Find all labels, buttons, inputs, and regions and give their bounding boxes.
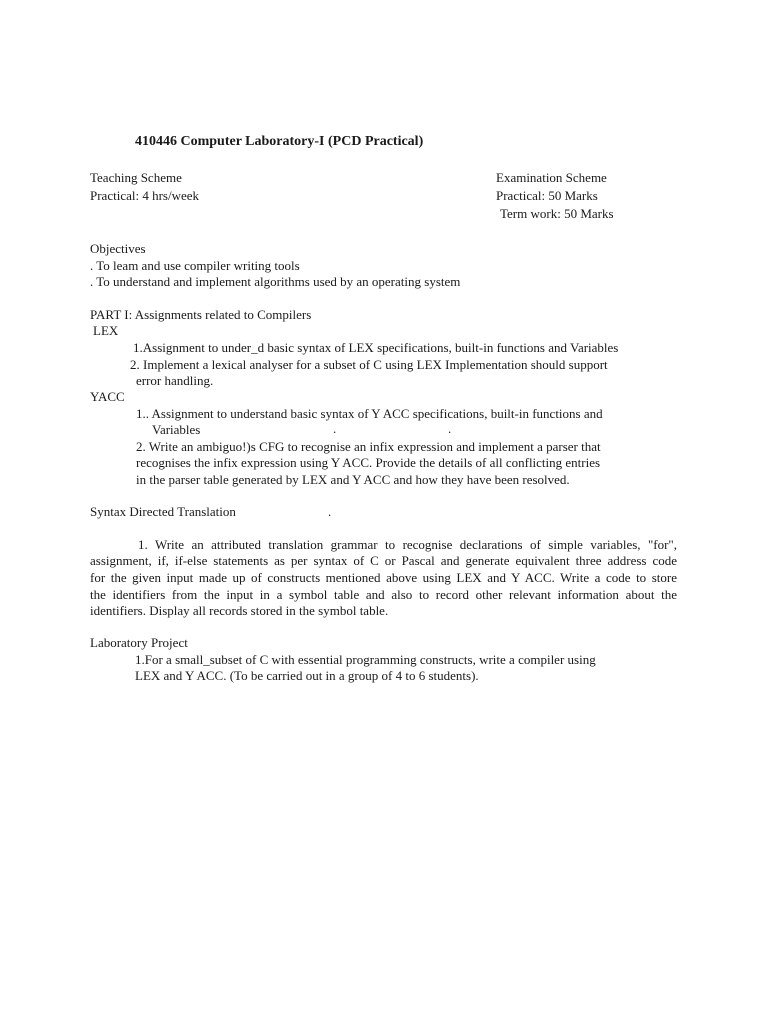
examination-scheme-term-work: Term work: 50 Marks xyxy=(500,206,614,221)
yacc-item-1-cont: Variables xyxy=(152,422,201,437)
sdt-paragraph-line: for the given input made up of constructs mentioned above using LEX and Y ACC. Write a code to store xyxy=(90,570,677,585)
lex-item-2: 2. Implement a lexical analyser for a subset of C using LEX Implementation should support xyxy=(130,357,608,372)
sdt-paragraph-line: assignment, if, if-else statements as per syntax of C or Pascal and generate equivalent three address code xyxy=(90,553,677,568)
sdt-paragraph-line: the identifiers from the input in a symbol table and also to record other relevant information about the xyxy=(90,587,677,602)
objective-item: . To leam and use compiler writing tools xyxy=(90,258,300,273)
examination-scheme-heading: Examination Scheme xyxy=(496,170,607,185)
project-item-1: 1.For a small_subset of C with essential programming constructs, write a compiler using xyxy=(135,652,596,667)
lex-item-2-cont: error handling. xyxy=(136,373,214,388)
scan-speck: . xyxy=(328,504,332,519)
teaching-scheme-heading: Teaching Scheme xyxy=(90,170,182,185)
page-title: 410446 Computer Laboratory-I (PCD Practical) xyxy=(135,134,424,149)
yacc-heading: YACC xyxy=(90,389,125,404)
lex-item-1: 1.Assignment to under_d basic syntax of LEX specifications, built-in functions and Variables xyxy=(133,340,619,355)
sdt-paragraph-line: 1. Write an attributed translation grammar to recognise declarations of simple variables, "for", xyxy=(138,537,677,552)
scan-speck: . xyxy=(448,421,452,436)
examination-scheme-practical: Practical: 50 Marks xyxy=(496,188,598,203)
yacc-item-2-cont: recognises the infix expression using Y ACC. Provide the details of all conflicting entries xyxy=(136,455,601,470)
yacc-item-2-cont: in the parser table generated by LEX and Y ACC and how they have been resolved. xyxy=(136,472,570,487)
sdt-paragraph-line: identifiers. Display all records stored in the symbol table. xyxy=(90,603,389,618)
sdt-heading: Syntax Directed Translation xyxy=(90,504,236,519)
project-heading: Laboratory Project xyxy=(90,635,188,650)
lex-heading: LEX xyxy=(93,323,119,338)
yacc-item-1: 1.. Assignment to understand basic syntax of Y ACC specifications, built-in functions and xyxy=(136,406,603,421)
teaching-scheme-practical: Practical: 4 hrs/week xyxy=(90,188,200,203)
objectives-heading: Objectives xyxy=(90,241,146,256)
objective-item: . To understand and implement algorithms used by an operating system xyxy=(90,274,461,289)
scan-speck: . xyxy=(333,421,337,436)
project-item-1-cont: LEX and Y ACC. (To be carried out in a group of 4 to 6 students). xyxy=(135,668,479,683)
yacc-item-2: 2. Write an ambiguo!)s CFG to recognise an infix expression and implement a parser that xyxy=(136,439,601,454)
part1-heading: PART I: Assignments related to Compilers xyxy=(90,307,312,322)
